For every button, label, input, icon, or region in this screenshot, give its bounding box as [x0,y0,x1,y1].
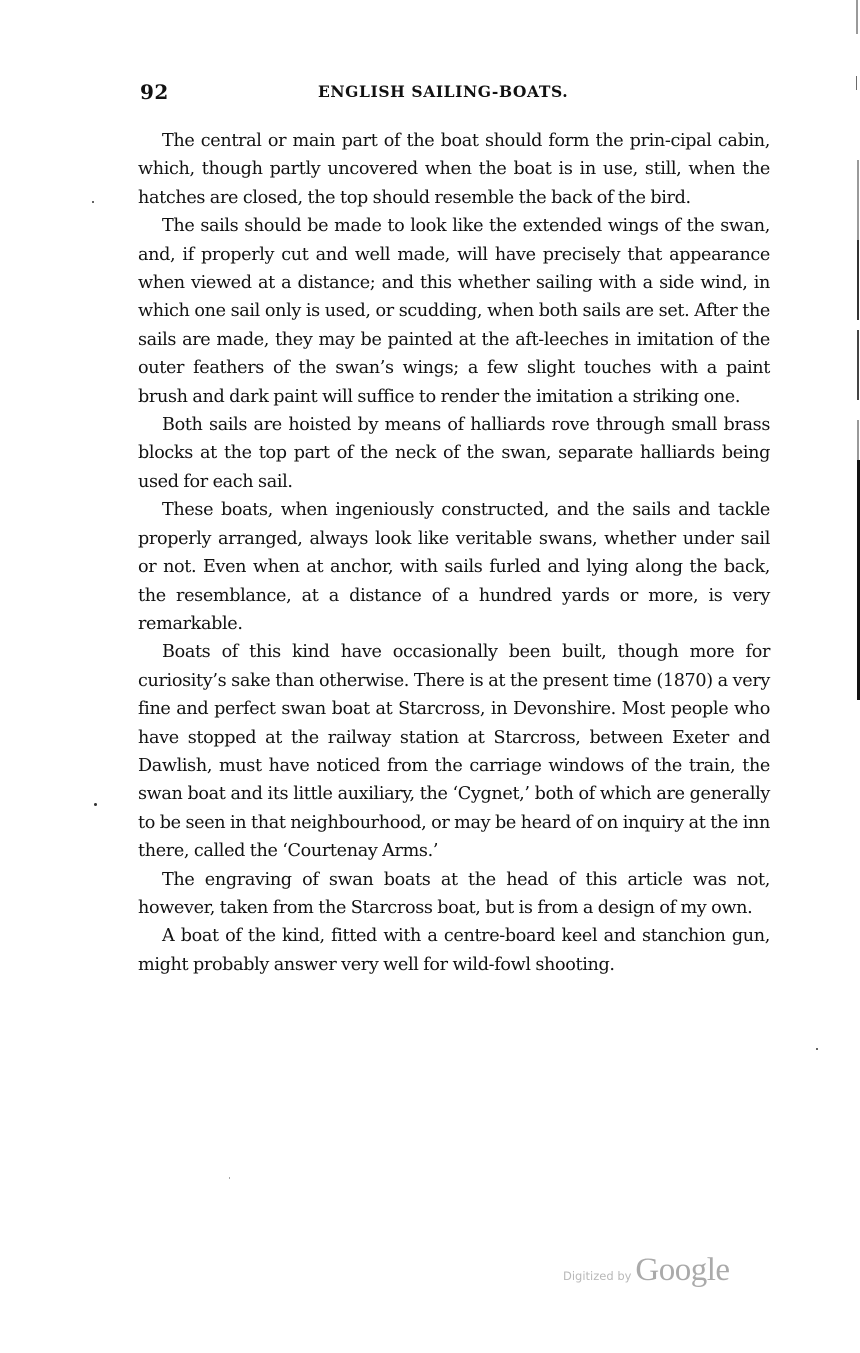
paragraph-engraving: The engraving of swan boats at the head of this article was not, however, taken from the Starcross boat, but is from a design of my own. [138,869,770,918]
scan-edge-mark [857,240,859,320]
scan-speck [816,1048,818,1050]
paragraph-starcross: Boats of this kind have occasionally been built, though more for curiosity’s sake than otherwise. There is at the present time (1870) a very fine and perfect swan boat at Starcross, in Devonshire. Most people who have stopped at the railway station at Starcross, between Exeter and Dawlish, must have noticed from the carriage windows of the train, the swan boat and its little auxiliary, the ‘Cygnet,’ both of which are generally to be seen in that neighbourhood, or may be heard of on inquiry at the inn there, called the ‘Courtenay Arms.’ [138,642,770,862]
scan-speck [229,1177,230,1179]
scan-edge-mark [857,330,859,400]
paragraph-construction: These boats, when ingeniously constructed, and the sails and tackle properly arranged, always look like veritable swans, whether under sail or not. Even when at anchor, with sails furled and lying along the back, the resemblance, at a distance of a hundred yards or more, is very remarkable. [138,500,770,634]
paragraph-sails: The sails should be made to look like the extended wings of the swan, and, if properly cut and well made, will have precisely that appearance when viewed at a distance; and this whether sailing with a side wind, in which one sail only is used, or scudding, when both sails are set. After the sails are made, they may be painted at the aft-leeches in imitation of the outer feathers of the swan’s wings; a few slight touches with a paint brush and dark paint will suffice to render the imitation a striking one. [138,216,770,407]
paragraph-wildfowl: A boat of the kind, fitted with a centre-board keel and stanchion gun, might probably answer very well for wild-fowl shooting. [138,926,770,975]
google-logo: Google [635,1252,730,1288]
scan-speck [92,201,94,203]
scan-edge-mark [856,76,857,90]
body-text [138,127,770,979]
scan-edge-mark [857,160,859,240]
running-head [138,80,770,108]
scan-edge-mark [857,420,859,460]
page-number: 92 [140,80,169,104]
paragraph-cabin: The central or main part of the boat should form the prin-cipal cabin, which, though partly uncovered when the boat is in use, still, when the hatches are closed, the top should resemble the back of the bird. [138,131,770,208]
paragraph-halliards: Both sails are hoisted by means of halliards rove through small brass blocks at the top part of the neck of the swan, separate halliards being used for each sail. [138,415,770,492]
scan-speck [94,803,97,806]
digitized-watermark [563,1252,730,1289]
running-title: ENGLISH SAILING-BOATS. [318,82,569,101]
scan-edge-mark [856,0,858,34]
watermark-prefix: Digitized by [563,1269,632,1283]
